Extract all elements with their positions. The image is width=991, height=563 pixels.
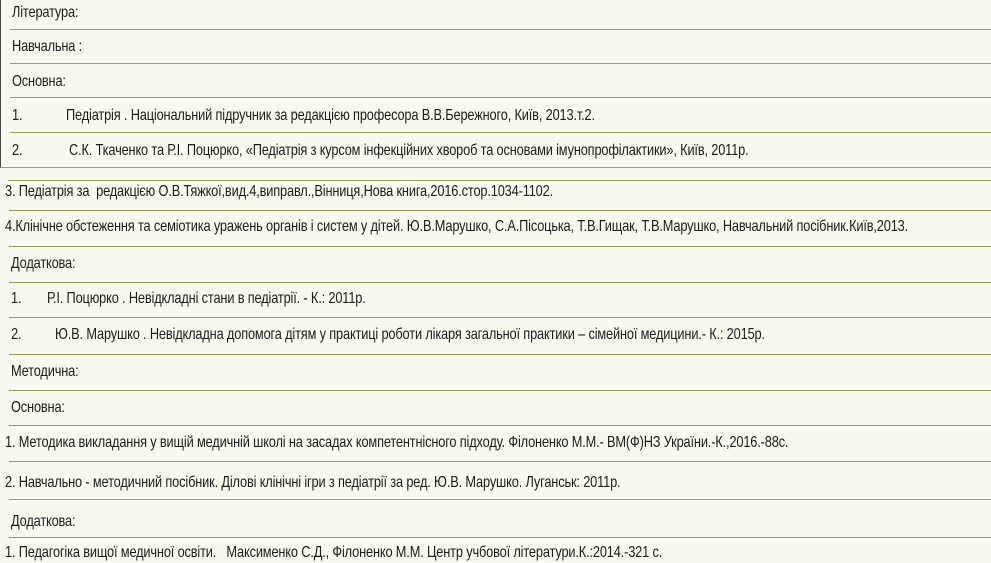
item-dodatkova-1-text: Р.І. Поцюрко . Невідкладні стани в педіатрії. - К.: 2011р.: [47, 290, 366, 307]
heading-literature-label: Література:: [12, 4, 79, 21]
literature-paragraph-section: [0, 181, 991, 563]
para-metodychna-2-text: 2. Навчально - методичний посібник. Ділові клінічні ігри з педіатрії за ред. Ю.В. Марушко. Луганськ: 2011р.: [5, 474, 621, 491]
heading-metodychna: [0, 355, 991, 391]
item-osnovna-1-number: 1.: [12, 107, 23, 124]
item-osnovna-2-number: 2.: [12, 142, 23, 159]
para-osnovna-4-text: 4.Клінічне обстеження та семіотика уражень органів і систем у дітей. Ю.В.Марушко, С.А.Пісоцька, Т.В.Гищак, Т.В.Марушко, Навчальний посібник.Київ,2013.: [5, 218, 909, 235]
heading-osnovna-1-label: Основна:: [12, 73, 66, 90]
item-osnovna-1: [1, 98, 991, 133]
para-metodychna-1: [0, 426, 991, 462]
literature-table-section: [0, 0, 991, 168]
heading-navchalna-label: Навчальна :: [12, 38, 83, 55]
heading-dodatkova-2-label: Додаткова:: [11, 513, 76, 530]
item-osnovna-2-text: С.К. Ткаченко та Р.І. Поцюрко, «Педіатрія з курсом інфекційних хвороб та основами імунопрофілактики», Київ, 2011р.: [69, 142, 749, 159]
para-osnovna-4: [0, 211, 991, 247]
item-dodatkova-1: [0, 283, 991, 318]
item-dodatkova-2-number: 2.: [11, 326, 22, 343]
para-osnovna-3: [0, 181, 991, 211]
item-osnovna-1-text: Педіатрія . Національний підручник за редакцією професора В.В.Бережного, Київ, 2013.т.2.: [66, 107, 595, 124]
heading-metodychna-label: Методична:: [11, 363, 79, 380]
para-dodatkova-1: [0, 538, 991, 563]
para-metodychna-2: [0, 462, 991, 500]
heading-osnovna-1: [1, 64, 991, 98]
heading-navchalna: [1, 30, 991, 64]
table-paragraph-divider: [0, 168, 991, 181]
heading-dodatkova-1: [0, 247, 991, 283]
heading-dodatkova-1-label: Додаткова:: [11, 255, 76, 272]
heading-dodatkova-2: [0, 500, 991, 538]
item-dodatkova-2-text: Ю.В. Марушко . Невідкладна допомога дітям у практиці роботи лікаря загальної практики – сімейної медицини.- К.: 2015р.: [55, 326, 765, 343]
para-osnovna-3-text: 3. Педіатрія за редакцією О.В.Тяжкої,вид.4,виправл.,Вінниця,Нова книга,2016.стор.1034-1102.: [5, 183, 553, 200]
para-dodatkova-1-text: 1. Педагогіка вищої медичної освіти. Максименко С.Д., Філоненко М.М. Центр учбової літератури.К.:2014.-321 с.: [5, 544, 663, 561]
item-dodatkova-1-number: 1.: [11, 290, 22, 307]
para-metodychna-1-text: 1. Методика викладання у вищій медичній школі на засадах компетентнісного підходу. Філоненко М.М.- ВМ(Ф)НЗ України.-К.,2016.-88с.: [5, 434, 789, 451]
item-dodatkova-2: [0, 318, 991, 355]
heading-literature: [1, 0, 991, 30]
item-osnovna-2: [1, 133, 991, 167]
heading-osnovna-2-label: Основна:: [11, 399, 65, 416]
heading-osnovna-2: [0, 391, 991, 426]
